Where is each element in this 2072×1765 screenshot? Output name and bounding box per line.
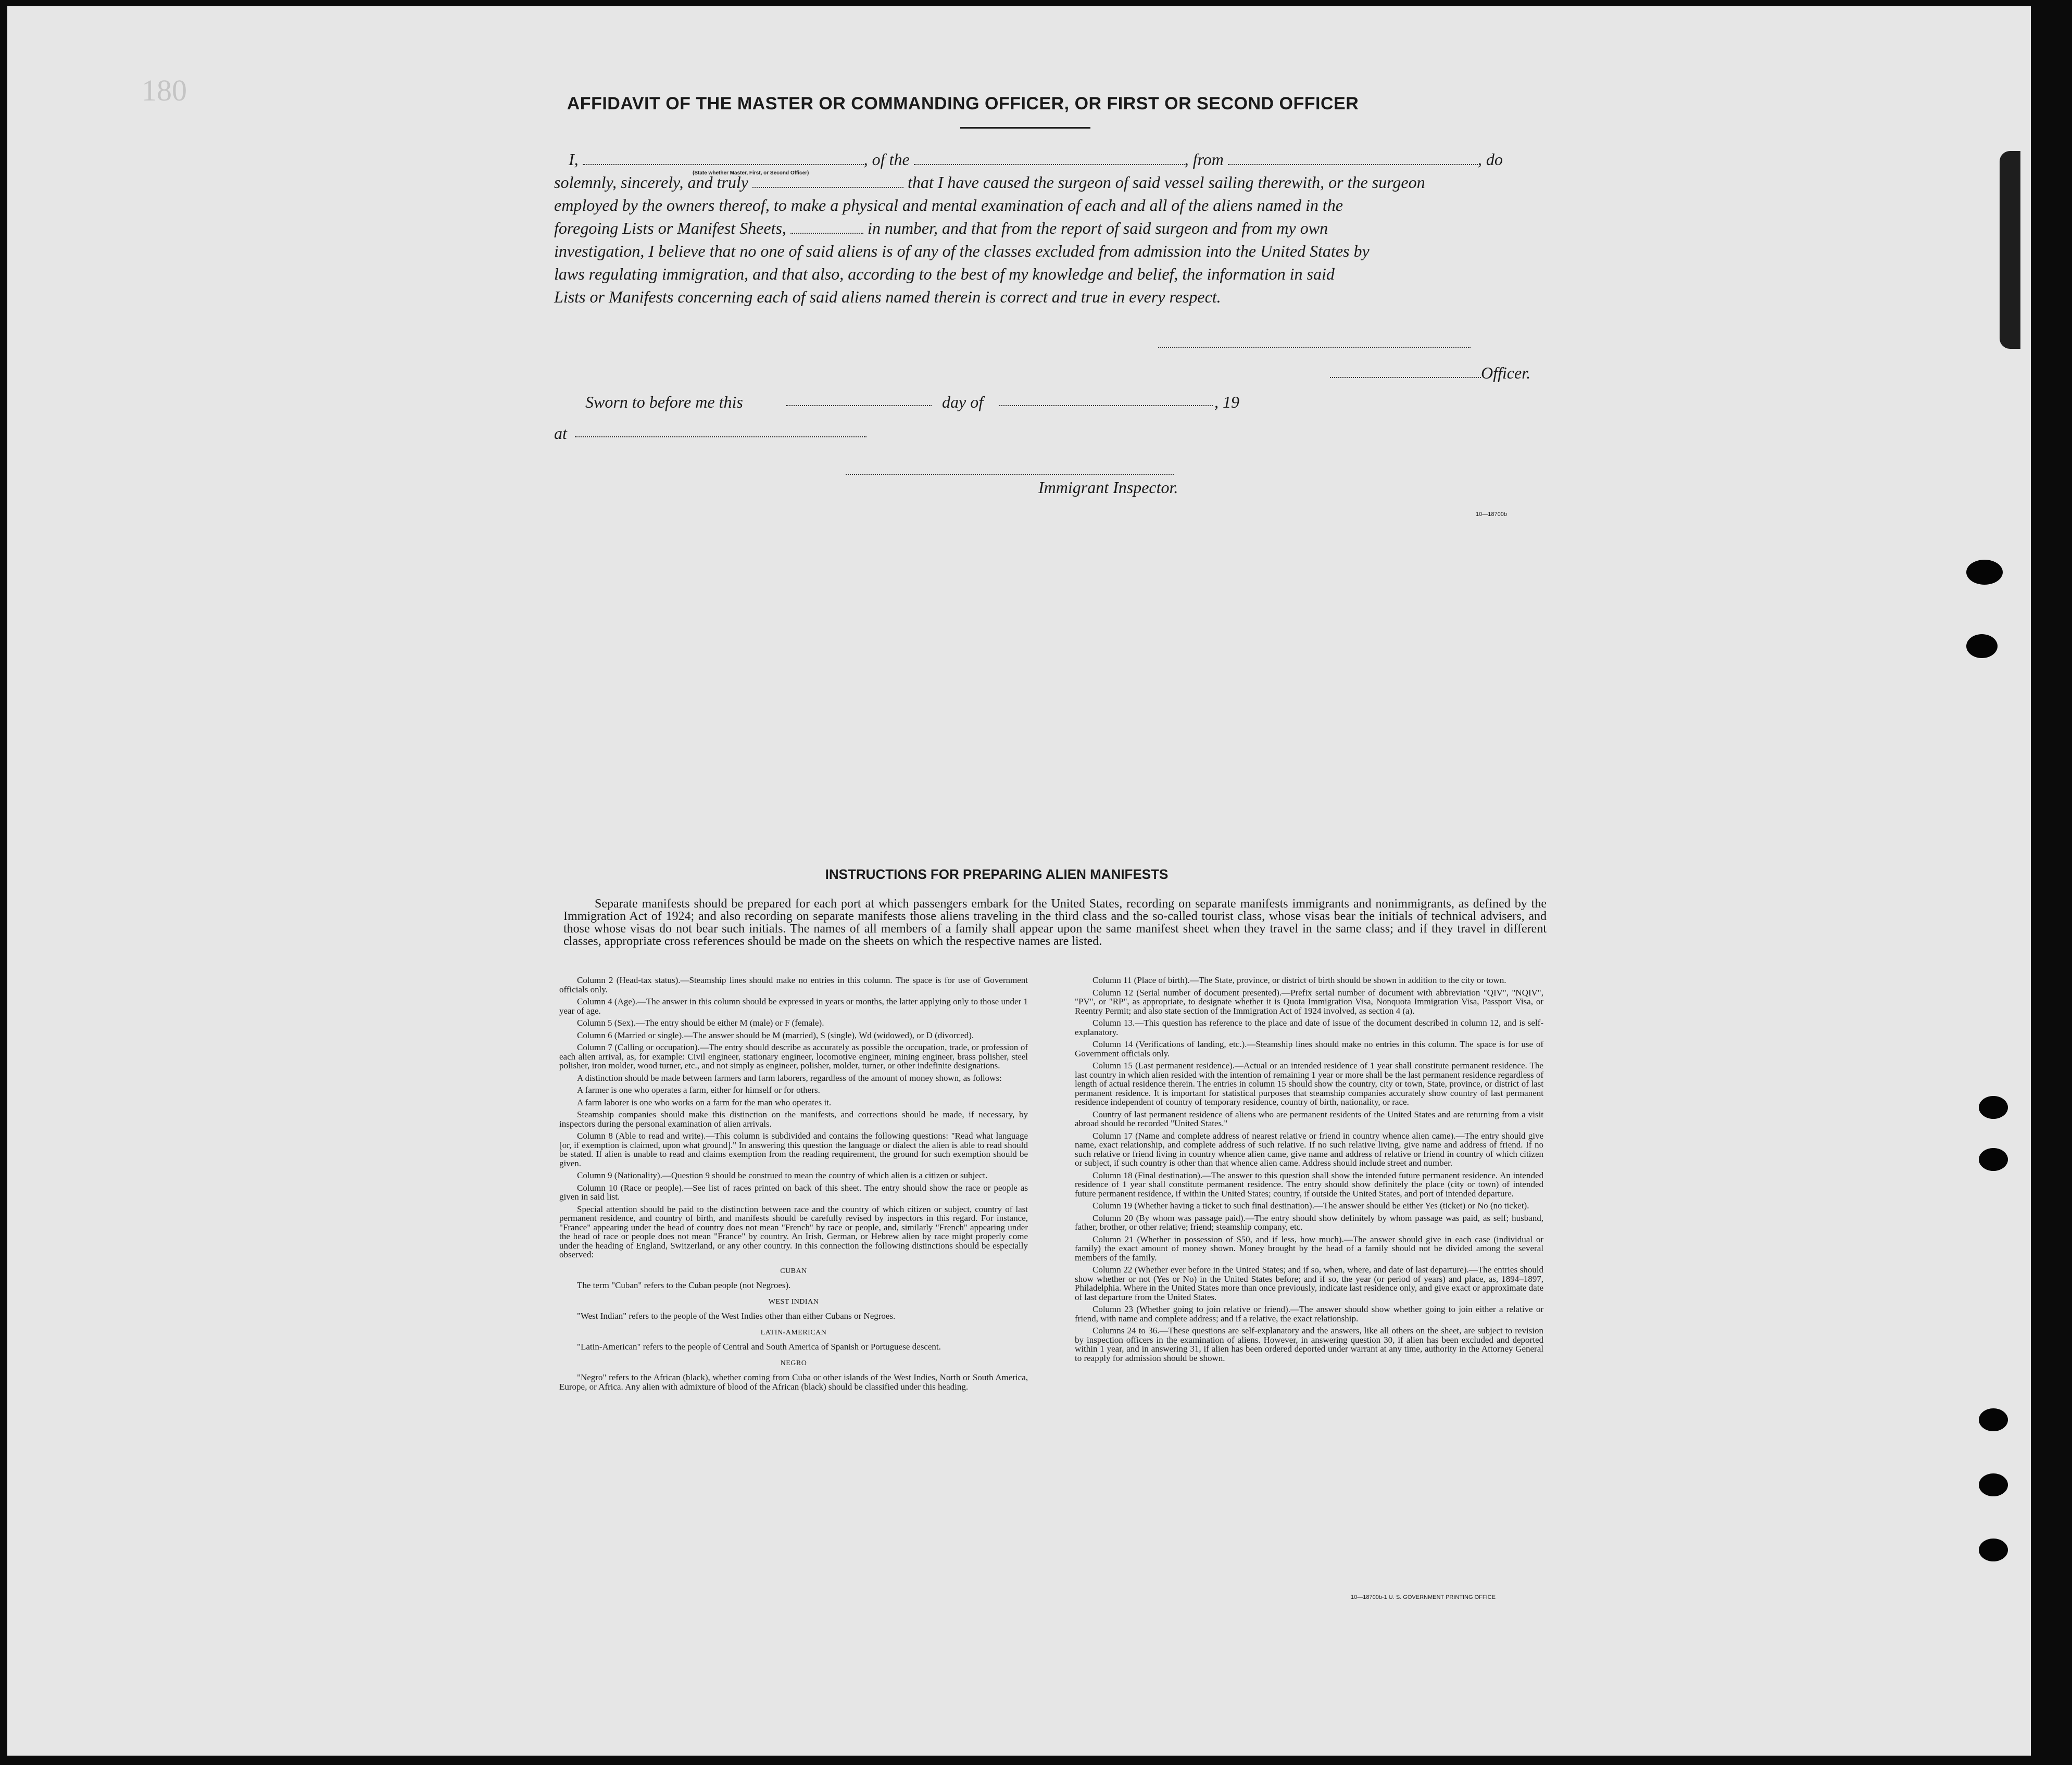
race-heading: LATIN-AMERICAN <box>760 1328 827 1337</box>
affidavit-title: AFFIDAVIT OF THE MASTER OR COMMANDING OFFICER, OR FIRST OR SECOND OFFICER <box>567 94 1359 114</box>
instruction-text: "Latin-American" refers to the people of Central and South America of Spanish or Portuguese descent. <box>577 1342 941 1352</box>
affidavit-line-3: employed by the owners thereof, to make a physical and mental examination of each and all of the aliens named in the <box>554 196 1343 215</box>
instruction-text: —This question has reference to the place and date of issue of the document described in column 12, and is self-explanatory. <box>1075 1018 1543 1037</box>
instruction-heading: Column 11 (Place of birth). <box>1092 975 1190 985</box>
officer-rank-note: (State whether Master, First, or Second Officer) <box>693 170 809 176</box>
affidavit-line-1: I, , of the , from , do <box>569 150 1503 169</box>
instruction-paragraph <box>559 1043 1028 1070</box>
instructions-left-column <box>559 976 1028 1394</box>
sworn-day-line <box>786 405 932 406</box>
instruction-text: "Negro" refers to the African (black), whether coming from Cuba or other islands of the West Indies, North or South America, Europe, or Africa. Any alien with admixture of blood of the African (black) should be classified under this heading. <box>559 1372 1028 1392</box>
instruction-text: —The answer should be M (married), S (single), Wd (widowed), or D (divorced). <box>684 1030 974 1040</box>
instruction-text: —Prefix serial number of document with abbreviation "QIV", "NQIV", "PV", or "RP", as appropriate, to designate whether it is Quota Immigration Visa, Nonquota Immigration Visa, Passport Visa, or Reentry Permit; and also state section of the Immigration Act of 1924 involved, as section 4 (a). <box>1075 987 1543 1016</box>
instruction-text: —Question 9 should be construed to mean the country of which alien is a citizen or subject. <box>662 1170 988 1180</box>
race-heading: NEGRO <box>780 1359 807 1367</box>
instruction-text: —The answer in this column should be expressed in years or months, the latter applying only to those under 1 year of age. <box>559 997 1028 1016</box>
instruction-paragraph <box>1075 1326 1543 1363</box>
instruction-heading: Column 9 (Nationality). <box>577 1170 662 1180</box>
document-page <box>7 6 2031 1756</box>
instruction-heading: Column 13. <box>1092 1018 1135 1028</box>
instruction-paragraph <box>1075 1131 1543 1168</box>
instruction-paragraph <box>1075 1110 1543 1128</box>
instruction-paragraph <box>1075 1201 1543 1211</box>
instruction-paragraph <box>559 1074 1028 1083</box>
instruction-heading: Column 12 (Serial number of document presented). <box>1092 987 1282 998</box>
at-label: at <box>554 424 567 443</box>
instruction-heading: Column 14 (Verifications of landing, etc.). <box>1092 1039 1247 1049</box>
sworn-label: Sworn to before me this <box>585 393 743 411</box>
instruction-paragraph <box>1075 1171 1543 1199</box>
instruction-text: —The answer to this question shall show the intended future permanent residence. An intended residence of 1 year shall constitute permanent residence. The entry should show definitely the place (city or town) of intended future permanent residence, if within the United States; country, if outside the United States, and port of intended departure. <box>1075 1170 1543 1199</box>
instruction-text: —The entry should be either M (male) or F (female). <box>635 1018 824 1028</box>
instruction-text: A farm laborer is one who works on a farm for the man who operates it. <box>577 1097 832 1107</box>
instruction-heading: Column 21 (Whether in possession of $50, and if less, how much). <box>1092 1234 1344 1244</box>
instruction-heading: Columns 24 to 36. <box>1092 1326 1160 1335</box>
instruction-paragraph <box>559 997 1028 1015</box>
punch-hole <box>1966 560 2003 585</box>
affidavit-line-2: solemnly, sincerely, and truly that I have caused the surgeon of said vessel sailing therewith, or the surgeon <box>554 173 1425 192</box>
instruction-paragraph <box>559 1342 1028 1352</box>
instruction-text: —The State, province, or district of birth should be shown in addition to the city or town. <box>1189 975 1506 985</box>
instruction-heading: Column 20 (By whom was passage paid). <box>1092 1213 1246 1223</box>
instruction-heading: Column 2 (Head-tax status). <box>577 975 681 985</box>
instruction-text: —Actual or an intended residence of 1 year shall constitute permanent residence. The last country in which alien resided with the intention of remaining 1 year or more shall be the last permanent residence regardless of length of actual residence therein. The entries in column 15 should show the country, city or town, State, province, or district of last permanent residence. It is important for statistical purposes that steamship companies accurately show country of last permanent residence independent of country of temporary residence, country of birth, nationality, or race. <box>1075 1061 1543 1107</box>
affidavit-line-5: investigation, I believe that no one of said aliens is of any of the classes excluded from admission into the United States by <box>554 242 1370 260</box>
affidavit-line-6: laws regulating immigration, and that also, according to the best of my knowledge and belief, the information in said <box>554 264 1335 283</box>
instruction-text: —These questions are self-explanatory and the answers, like all others on the sheet, are subject to revision by inspection officers in the examination of aliens. However, in answering question 30, if alien has been excluded and deported within 1 year, and in answering 31, if alien has been ordered deported under warrant at any time, authority in the Attorney General to reapply for admission should be shown. <box>1075 1326 1544 1363</box>
instruction-heading: Column 5 (Sex). <box>577 1018 636 1028</box>
inspector-label: Immigrant Inspector. <box>1038 478 1178 497</box>
signature-line <box>1158 347 1471 348</box>
instruction-text: —The entry should show definitely by whom passage was paid, as self; husband, father, brother, or other relative; friend; steamship company, etc. <box>1075 1213 1543 1232</box>
printing-office-footer: 10—18700b-1 U. S. GOVERNMENT PRINTING OFFICE <box>1351 1594 1496 1600</box>
instruction-heading: Column 22 (Whether ever before in the United States; and if so, when, where, and date of last departure). <box>1092 1265 1469 1275</box>
instruction-paragraph <box>559 1086 1028 1095</box>
instruction-text: Steamship companies should make this distinction on the manifests, and corrections should be made, if necessary, by inspectors during the personal examination of alien arrivals. <box>559 1110 1028 1129</box>
instruction-heading: Column 6 (Married or single). <box>577 1030 684 1040</box>
page-mark: 180 <box>142 73 187 107</box>
instruction-paragraph <box>1075 988 1543 1016</box>
instruction-text: —The entry should give name, exact relationship, and complete address of such relative. If no such relative living, give name and address of friend. If no such relative or friend living in country whence alien came, give name and address of relative or friend in country of which citizen or subject, if such country is other than that whence alien came. Address should include street and number. <box>1075 1130 1543 1168</box>
instruction-heading: Column 18 (Final destination). <box>1092 1170 1203 1180</box>
instruction-text: —See list of races printed on back of this sheet. The entry should show the race or people as given in said list. <box>559 1182 1028 1202</box>
instructions-title: INSTRUCTIONS FOR PREPARING ALIEN MANIFESTS <box>825 866 1169 882</box>
instruction-paragraph <box>559 1110 1028 1128</box>
instruction-paragraph <box>1075 1018 1543 1037</box>
instruction-text: —The entry should describe as accurately as possible the occupation, trade, or profession of each alien arrival, as, for example: Civil engineer, stationary engineer, locomotive engineer, mining engineer, brass polisher, steel polisher, iron molder, wood turner, etc., and not simply as engineer, polisher, molder, turner, or other indefinite designations. <box>559 1042 1028 1070</box>
form-number: 10—18700b <box>1476 511 1507 518</box>
race-heading: WEST INDIAN <box>768 1297 819 1306</box>
instruction-paragraph <box>559 1312 1028 1321</box>
instruction-paragraph <box>559 1018 1028 1028</box>
punch-hole <box>1979 1408 2008 1431</box>
officer-label: Officer. <box>1481 363 1531 382</box>
instruction-heading: Column 8 (Able to read and write). <box>577 1131 706 1141</box>
day-of-label: day of <box>942 393 984 411</box>
instruction-text: —The entries should show whether or not (Yes or No) in the United States before; and if so, the year (or period of years) and place, as, 1894–1897, Philadelphia. Where in the United States more than once previously, indicate last residence only, and give exact or approximate date of last departure from the United States. <box>1075 1265 1543 1302</box>
punch-hole <box>1966 634 1998 658</box>
place-line <box>575 436 867 437</box>
instruction-text: —This column is subdivided and contains the following questions: "Read what language [or, if exemption is claimed, upon what ground]." In answering this question the language or dialect the alien is able to read should be stated. If alien is unable to read and claims exemption from the reading requirement, the ground for such exemption should be given. <box>559 1131 1028 1168</box>
instructions-right-column <box>1075 976 1543 1366</box>
instruction-heading: Column 19 (Whether having a ticket to such final destination). <box>1092 1201 1314 1211</box>
punch-hole <box>1979 1539 2008 1561</box>
instruction-paragraph <box>559 1373 1028 1391</box>
instruction-heading: Column 7 (Calling or occupation). <box>577 1042 700 1052</box>
instruction-heading: Column 23 (Whether going to join relative or friend). <box>1092 1304 1290 1314</box>
instruction-paragraph <box>559 1031 1028 1040</box>
instruction-paragraph <box>1075 1040 1543 1058</box>
month-line <box>999 405 1213 406</box>
instruction-paragraph <box>559 1183 1028 1202</box>
instruction-text: "West Indian" refers to the people of the West Indies other than either Cubans or Negroes. <box>577 1311 896 1321</box>
instruction-paragraph <box>559 976 1028 994</box>
instruction-paragraph <box>559 1281 1028 1290</box>
officer-line <box>1330 377 1481 378</box>
instruction-text: —The answer should be either Yes (ticket) or No (no ticket). <box>1314 1201 1529 1211</box>
instructions-intro: Separate manifests should be prepared for each port at which passengers embark for the United States, recording on separate manifests immigrants and nonimmigrants, as defined by the Immigration Act of 1924; and also recording on separate manifests those aliens traveling in the third class and the so-called tourist class, whose visas bear the initials of technical advisers, and those whose visas do not bear such initials. The names of all members of a family shall appear upon the same manifest sheet when they travel in the same class; and if they travel in different classes, appropriate cross references should be made on the sheets on which the respective names are listed. <box>563 897 1547 948</box>
punch-hole <box>1979 1148 2008 1171</box>
inspector-signature-line <box>846 474 1174 475</box>
affidavit-line-7: Lists or Manifests concerning each of said aliens named therein is correct and true in every respect. <box>554 287 1221 306</box>
instruction-paragraph <box>1075 1235 1543 1263</box>
instruction-paragraph <box>1075 1061 1543 1107</box>
instruction-text: —The answer should show whether going to join either a relative or friend, with name and complete address; and if a relative, the exact relationship. <box>1075 1304 1543 1323</box>
instruction-text: —Steamship lines should make no entries in this column. The space is for use of Government officials only. <box>1075 1039 1543 1058</box>
instruction-text: Country of last permanent residence of aliens who are permanent residents of the United States and are returning from a visit abroad should be recorded "United States." <box>1075 1109 1543 1128</box>
instruction-paragraph <box>559 1171 1028 1180</box>
instruction-text: A farmer is one who operates a farm, either for himself or for others. <box>577 1085 820 1095</box>
race-heading: CUBAN <box>780 1267 807 1275</box>
instruction-heading: Column 15 (Last permanent residence). <box>1092 1061 1235 1070</box>
instruction-paragraph <box>1075 976 1543 985</box>
instruction-paragraph <box>1075 1214 1543 1232</box>
instruction-text: A distinction should be made between farmers and farm laborers, regardless of the amount of money shown, as follows: <box>577 1073 1002 1083</box>
instruction-paragraph <box>1075 1305 1543 1323</box>
instruction-paragraph <box>559 1098 1028 1107</box>
instruction-text: Special attention should be paid to the distinction between race and the country of which citizen or subject, country of last permanent residence, and country of birth, and manifests should be carefully revised by inspectors in this regard. For instance, "France" appearing under the head of country does not mean "French" by race or people, and, similarly "French" appearing under the head of race or people does not mean "France" by country. An Irish, German, or Hebrew alien by race might properly come under the heading of England, Switzerland, or any other country. In this connection the following distinctions should be especially observed: <box>559 1204 1028 1259</box>
affidavit-line-4: foregoing Lists or Manifest Sheets, in number, and that from the report of said surgeon and from my own <box>554 219 1328 237</box>
instruction-text: —The answer should give in each case (individual or family) the exact amount of money shown. Money brought by the head of a family should not be divided among the several members of the family. <box>1075 1234 1543 1263</box>
instruction-heading: Column 4 (Age). <box>577 997 637 1006</box>
instruction-text: The term "Cuban" refers to the Cuban people (not Negroes). <box>577 1280 791 1290</box>
punch-hole <box>1979 1473 2008 1496</box>
torn-edge-mark <box>2000 151 2020 349</box>
year-label: , 19 <box>1214 393 1239 411</box>
instruction-text: —Steamship lines should make no entries in this column. The space is for use of Government officials only. <box>559 975 1028 994</box>
title-rule <box>960 127 1090 129</box>
instruction-paragraph <box>1075 1265 1543 1302</box>
instruction-paragraph <box>559 1205 1028 1259</box>
instruction-heading: Column 17 (Name and complete address of nearest relative or friend in country whence alien came). <box>1092 1130 1456 1141</box>
instruction-heading: Column 10 (Race or people). <box>577 1182 684 1193</box>
instruction-paragraph <box>559 1131 1028 1168</box>
punch-hole <box>1979 1096 2008 1119</box>
